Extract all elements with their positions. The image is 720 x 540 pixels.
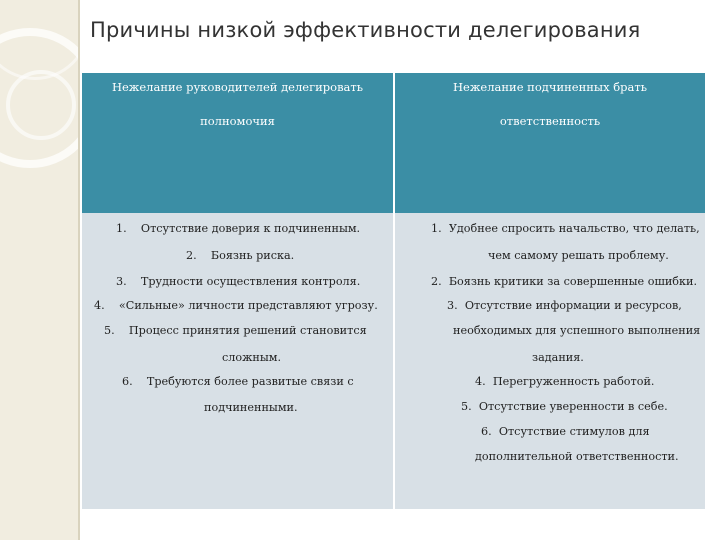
header-text: Нежелание подчиненных брать (453, 80, 647, 94)
header-text: Нежелание руководителей делегировать (111, 80, 364, 94)
list-item: 4. «Сильные» личности представляют угрозу. (94, 299, 378, 312)
list-item: 3. Трудности осуществления контроля. (116, 275, 361, 288)
decorative-side-band (0, 0, 78, 540)
list-item: 2. Боязнь критики за совершенные ошибки. (431, 275, 698, 288)
list-item: 1. Отсутствие доверия к подчиненным. (116, 222, 361, 235)
list-item: 5. Процесс принятия решений становится (104, 324, 367, 337)
list-item: 6. Требуются более развитые связи с (122, 375, 354, 388)
list-item: 6. Отсутствие стимулов для (481, 425, 650, 438)
list-item: 1. Удобнее спросить начальство, что делать, (431, 222, 700, 235)
list-item-continuation: сложным. (222, 351, 282, 364)
slide-title: Причины низкой эффективности делегирования (90, 18, 641, 42)
comparison-table (82, 73, 705, 509)
managers-reasons-cell (82, 213, 393, 509)
header-managers-reluctance (82, 73, 393, 213)
subordinates-reasons-cell (395, 213, 705, 509)
list-item: 4. Перегруженность работой. (475, 375, 655, 388)
list-item-continuation: необходимых для успешного выполнения (453, 324, 701, 337)
decorative-ring (6, 70, 76, 140)
list-item: 2. Боязнь риска. (186, 249, 295, 262)
list-item: 5. Отсутствие уверенности в себе. (461, 400, 668, 413)
list-item-continuation: задания. (532, 351, 584, 364)
list-item-continuation: подчиненными. (204, 401, 298, 414)
header-subordinates-reluctance (395, 73, 705, 213)
header-text: ответственность (499, 114, 601, 128)
column-divider (393, 73, 395, 509)
list-item-continuation: дополнительной ответственности. (475, 450, 679, 463)
header-text: полномочия (200, 114, 275, 128)
side-band-divider (78, 0, 80, 540)
list-item: 3. Отсутствие информации и ресурсов, (447, 299, 682, 312)
list-item-continuation: чем самому решать проблему. (488, 249, 669, 262)
